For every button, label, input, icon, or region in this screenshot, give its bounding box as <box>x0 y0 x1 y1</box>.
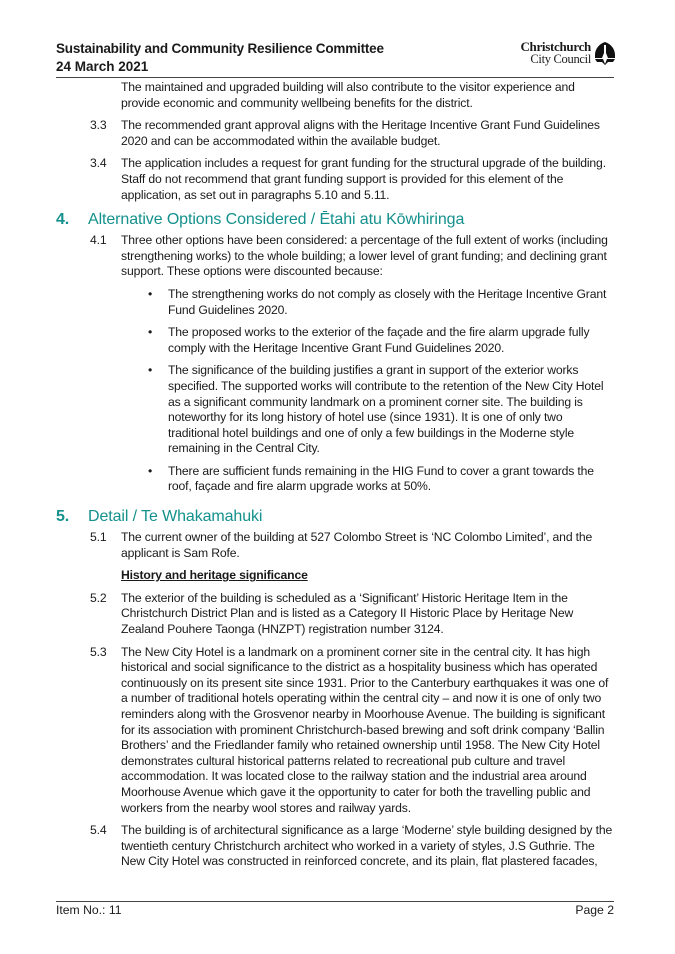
options-bullet-list <box>56 287 616 495</box>
bullet-icon: • <box>148 325 153 340</box>
list-item: • The significance of the building justifies a grant in support of the exterior works specified. The supported works will contribute to the retention of the New City Hotel as a significant community landmark on a prominent corner site. The building is noteworthy for its long history of hotel use (since 1931). It is one of only two traditional hotel buildings and one of only a few buildings in the Moderne style remaining in the Central City. <box>148 363 604 456</box>
paragraph-number: 3.4 <box>90 156 107 171</box>
paragraph-text: The current owner of the building at 527 Colombo Street is ‘NC Colombo Limited’, and the applicant is Sam Rofe. <box>121 530 593 560</box>
paragraph-number: 4.1 <box>90 233 107 248</box>
paragraph-5-2 <box>56 591 616 638</box>
header-rule <box>56 77 614 78</box>
cathedral-leaf-icon <box>594 41 616 65</box>
logo-line1: Christchurch <box>520 39 591 54</box>
paragraph-number: 5.2 <box>90 590 107 605</box>
section-title: Detail / Te Whakamahuki <box>88 508 263 526</box>
logo-line2: City Council <box>530 52 591 66</box>
meeting-date: 24 March 2021 <box>56 59 149 74</box>
paragraph-5-3 <box>56 645 616 817</box>
paragraph-text: The New City Hotel is a landmark on a prominent corner site in the central city. It has high historical and social significance to the district as a hospitality business which has operated continuously on its present site since 1931. Prior to the Canterbury earthquakes it was one of a number of traditional hotels operating within the central city – and now it is one of only two reminders along with the Grosvenor nearby in Moorhouse Avenue. The building is significant for its association with prominent Christchurch-based brewing and soft drink company ‘Ballin Brothers’ and the Friedlander family who retained ownership until 1958. The New City Hotel demonstrates cultural historical patterns related to recreational pub culture and travel accommodation. It was located close to the railway station and the industrial area around Moorhouse Avenue which gave it the opportunity to cater for both the travelling public and workers from the nearby wool stores and railway yards. <box>121 644 609 815</box>
document-body <box>56 80 616 877</box>
paragraph-5-1 <box>56 530 616 561</box>
list-item: • The proposed works to the exterior of the façade and the fire alarm upgrade fully comply with the Heritage Incentive Grant Fund Guidelines 2020. <box>148 325 590 355</box>
list-item: • The strengthening works do not comply as closely with the Heritage Incentive Grant Fund Guidelines 2020. <box>148 286 607 317</box>
paragraph-text: Three other options have been considered: a percentage of the full extent of works (including strengthening works) to the whole building; a lower level of grant funding; and declining grant support. These options were discounted because: <box>121 233 608 279</box>
section-title: Alternative Options Considered / Ētahi atu Kōwhiringa <box>88 211 465 229</box>
page-number: Page 2 <box>575 903 614 917</box>
footer-rule <box>56 901 614 902</box>
paragraph-text: The application includes a request for grant funding for the structural upgrade of the building. Staff do not recommend that grant funding support is provided for this element of the application, as set out in paragraphs 5.10 and 5.11. <box>121 156 606 202</box>
paragraph-number: 5.1 <box>90 530 107 545</box>
paragraph-number: 5.4 <box>90 823 107 838</box>
section-number: 5. <box>56 508 70 526</box>
section-5-heading <box>56 507 616 527</box>
paragraph-number: 5.3 <box>90 644 107 659</box>
council-logo <box>520 41 616 65</box>
bullet-icon: • <box>148 286 153 301</box>
subheading-history: History and heritage significance <box>121 568 308 583</box>
committee-name: Sustainability and Community Resilience Committee <box>56 41 384 56</box>
paragraph-4-1 <box>56 233 616 280</box>
list-item: • There are sufficient funds remaining in the HIG Fund to cover a grant towards the roof, façade and fire alarm upgrade works at 50%. <box>148 463 594 494</box>
intro-paragraph: The maintained and upgraded building will also contribute to the visitor experience and provide economic and community wellbeing benefits for the district. <box>121 80 575 110</box>
section-number: 4. <box>56 211 70 229</box>
bullet-icon: • <box>148 463 153 478</box>
paragraph-text: The recommended grant approval aligns with the Heritage Incentive Grant Fund Guidelines 2020 and can be accommodated within the available budget. <box>121 118 600 148</box>
paragraph-3-4 <box>56 156 616 203</box>
section-4-heading <box>56 210 616 230</box>
paragraph-number: 3.3 <box>90 118 107 133</box>
page-header <box>56 40 618 76</box>
item-number: Item No.: 11 <box>56 903 122 917</box>
bullet-icon: • <box>148 363 153 378</box>
paragraph-5-4 <box>56 823 616 870</box>
paragraph-3-3 <box>56 118 616 149</box>
paragraph-text: The building is of architectural significance as a large ‘Moderne’ style building designed by the twentieth century Christchurch architect who worked in a variety of styles, J.S Guthrie. The New City Hotel was constructed in reinforced concrete, and its plain, flat plastered facades, <box>121 823 613 869</box>
paragraph-text: The exterior of the building is scheduled as a ‘Significant’ Historic Heritage Item in the Christchurch District Plan and is listed as a Category II Historic Place by Heritage New Zealand Pouhere Taonga (HNZPT) registration number 3124. <box>121 590 574 637</box>
